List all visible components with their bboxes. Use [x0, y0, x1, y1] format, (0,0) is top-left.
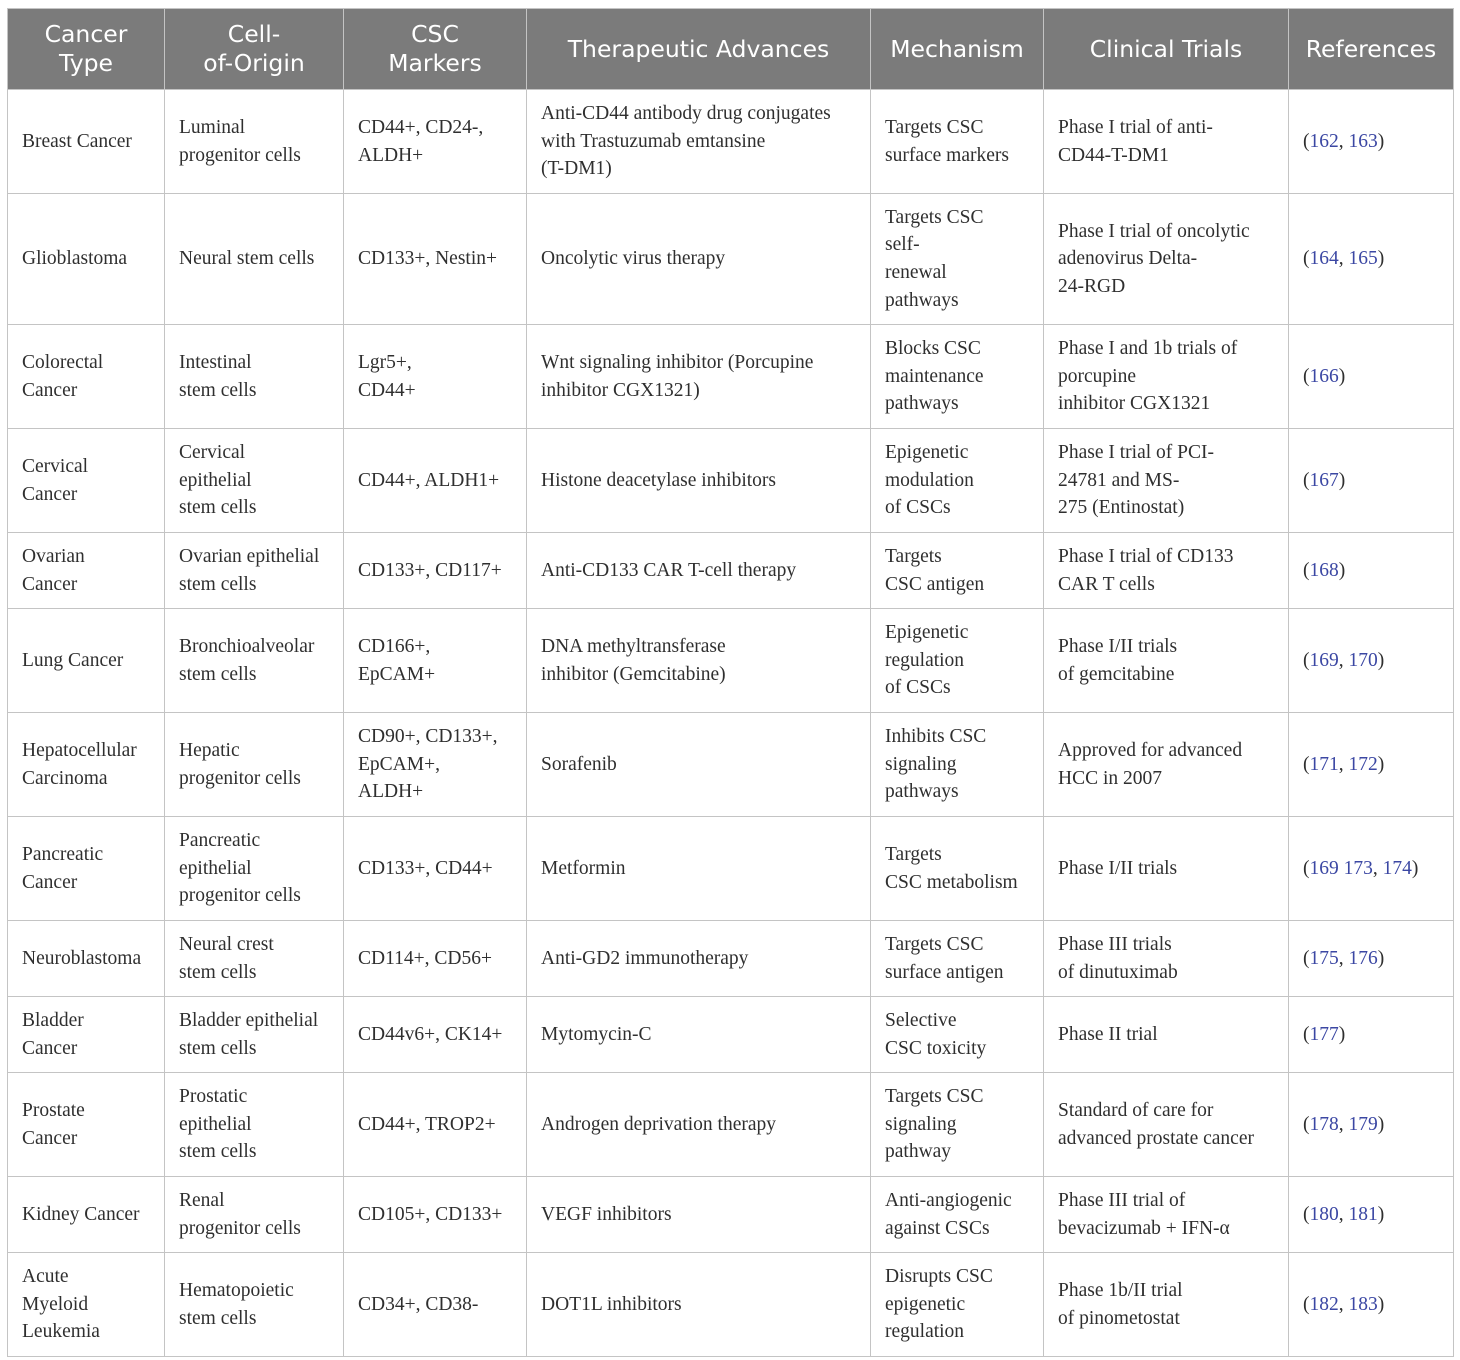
reference-separator: ,	[1338, 248, 1349, 270]
cell-of-origin-cell: Pancreatic epithelial progenitor cells	[165, 817, 344, 921]
references-cell: (182, 183)	[1289, 1253, 1454, 1357]
cell-of-origin-cell: Luminal progenitor cells	[165, 90, 344, 194]
reference-link[interactable]: 169	[1309, 649, 1339, 671]
clinical-trials-cell: Phase III trials of dinutuximab	[1044, 921, 1289, 997]
clinical-trials-cell: Phase I/II trials	[1044, 817, 1289, 921]
table-row	[8, 997, 1454, 1073]
reference-link[interactable]: 175	[1309, 947, 1339, 969]
table-row	[8, 817, 1454, 921]
reference-link[interactable]: 181	[1348, 1203, 1378, 1225]
cell-of-origin-cell: Neural crest stem cells	[165, 921, 344, 997]
mechanism-cell: Targets CSC antigen	[871, 533, 1044, 609]
mechanism-cell: Targets CSC surface antigen	[871, 921, 1044, 997]
table-row	[8, 429, 1454, 533]
mechanism-cell: Blocks CSC maintenance pathways	[871, 325, 1044, 429]
table-row	[8, 921, 1454, 997]
csc-markers-cell: CD133+, CD117+	[344, 533, 527, 609]
table-row	[8, 713, 1454, 817]
reference-separator: ,	[1338, 947, 1349, 969]
header-mechanism: Mechanism	[871, 9, 1044, 90]
cancer-type-cell: Breast Cancer	[8, 90, 165, 194]
cell-of-origin-cell: Ovarian epithelial stem cells	[165, 533, 344, 609]
therapeutic-advance-cell: Oncolytic virus therapy	[527, 194, 871, 325]
clinical-trials-cell: Phase I trial of anti- CD44-T-DM1	[1044, 90, 1289, 194]
cancer-type-cell: Bladder Cancer	[8, 997, 165, 1073]
reference-link[interactable]: 162	[1309, 130, 1339, 152]
header-therapeutic-advances: Therapeutic Advances	[527, 9, 871, 90]
header-cancer-type: Cancer Type	[8, 9, 165, 90]
references-cell: (169, 170)	[1289, 609, 1454, 713]
cell-of-origin-cell: Intestinal stem cells	[165, 325, 344, 429]
table-row	[8, 533, 1454, 609]
therapeutic-advance-cell: Sorafenib	[527, 713, 871, 817]
therapeutic-advance-cell: DNA methyltransferase inhibitor (Gemcitabine)	[527, 609, 871, 713]
clinical-trials-cell: Phase I/II trials of gemcitabine	[1044, 609, 1289, 713]
csc-markers-cell: CD133+, Nestin+	[344, 194, 527, 325]
table-row	[8, 1253, 1454, 1357]
cell-of-origin-cell: Prostatic epithelial stem cells	[165, 1073, 344, 1177]
cancer-type-cell: Neuroblastoma	[8, 921, 165, 997]
reference-separator: ,	[1338, 130, 1349, 152]
cancer-type-cell: Colorectal Cancer	[8, 325, 165, 429]
therapeutic-advance-cell: Metformin	[527, 817, 871, 921]
therapeutic-advance-cell: Histone deacetylase inhibitors	[527, 429, 871, 533]
cell-of-origin-cell: Hepatic progenitor cells	[165, 713, 344, 817]
reference-separator: ,	[1372, 857, 1383, 879]
references-cell: (167)	[1289, 429, 1454, 533]
cancer-type-cell: Glioblastoma	[8, 194, 165, 325]
reference-link[interactable]: 177	[1309, 1023, 1339, 1045]
cell-of-origin-cell: Renal progenitor cells	[165, 1177, 344, 1253]
reference-separator: ,	[1338, 753, 1349, 775]
reference-link[interactable]: 171	[1309, 753, 1339, 775]
cell-of-origin-cell: Neural stem cells	[165, 194, 344, 325]
clinical-trials-cell: Phase I trial of PCI- 24781 and MS- 275 (Entinostat)	[1044, 429, 1289, 533]
reference-link[interactable]: 164	[1309, 248, 1339, 270]
reference-link[interactable]: 180	[1309, 1203, 1339, 1225]
reference-link[interactable]: 178	[1309, 1113, 1339, 1135]
table-row	[8, 1073, 1454, 1177]
reference-link[interactable]: 165	[1348, 248, 1378, 270]
therapeutic-advance-cell: Mytomycin-C	[527, 997, 871, 1073]
clinical-trials-cell: Phase 1b/II trial of pinometostat	[1044, 1253, 1289, 1357]
cell-of-origin-cell: Bronchioalveolar stem cells	[165, 609, 344, 713]
therapeutic-advance-cell: Wnt signaling inhibitor (Porcupine inhibitor CGX1321)	[527, 325, 871, 429]
mechanism-cell: Targets CSC signaling pathway	[871, 1073, 1044, 1177]
mechanism-cell: Selective CSC toxicity	[871, 997, 1044, 1073]
header-clinical-trials: Clinical Trials	[1044, 9, 1289, 90]
csc-markers-cell: CD44+, ALDH1+	[344, 429, 527, 533]
references-cell: (180, 181)	[1289, 1177, 1454, 1253]
header-row	[8, 9, 1454, 90]
therapeutic-advance-cell: Androgen deprivation therapy	[527, 1073, 871, 1177]
references-cell: (169 173, 174)	[1289, 817, 1454, 921]
reference-link[interactable]: 183	[1348, 1293, 1378, 1315]
header-cell-of-origin: Cell- of-Origin	[165, 9, 344, 90]
clinical-trials-cell: Phase III trial of bevacizumab + IFN-α	[1044, 1177, 1289, 1253]
mechanism-cell: Anti-angiogenic against CSCs	[871, 1177, 1044, 1253]
table-row	[8, 1177, 1454, 1253]
reference-separator: ,	[1338, 649, 1349, 671]
therapeutic-advance-cell: Anti-GD2 immunotherapy	[527, 921, 871, 997]
reference-link[interactable]: 176	[1348, 947, 1378, 969]
references-cell: (162, 163)	[1289, 90, 1454, 194]
clinical-trials-cell: Standard of care for advanced prostate cancer	[1044, 1073, 1289, 1177]
references-cell: (178, 179)	[1289, 1073, 1454, 1177]
reference-separator: ,	[1338, 1203, 1349, 1225]
mechanism-cell: Inhibits CSC signaling pathways	[871, 713, 1044, 817]
reference-link[interactable]: 170	[1348, 649, 1378, 671]
mechanism-cell: Targets CSC self- renewal pathways	[871, 194, 1044, 325]
cancer-type-cell: Hepatocellular Carcinoma	[8, 713, 165, 817]
clinical-trials-cell: Phase II trial	[1044, 997, 1289, 1073]
reference-link[interactable]: 169 173	[1309, 857, 1373, 879]
table-row	[8, 609, 1454, 713]
csc-markers-cell: CD44+, TROP2+	[344, 1073, 527, 1177]
cancer-type-cell: Acute Myeloid Leukemia	[8, 1253, 165, 1357]
csc-markers-cell: CD133+, CD44+	[344, 817, 527, 921]
table-row	[8, 325, 1454, 429]
reference-separator: ,	[1338, 1113, 1349, 1135]
reference-link[interactable]: 163	[1348, 130, 1378, 152]
reference-link[interactable]: 179	[1348, 1113, 1378, 1135]
csc-markers-cell: CD44v6+, CK14+	[344, 997, 527, 1073]
reference-link[interactable]: 172	[1348, 753, 1378, 775]
csc-markers-cell: CD34+, CD38-	[344, 1253, 527, 1357]
clinical-trials-cell: Approved for advanced HCC in 2007	[1044, 713, 1289, 817]
reference-link[interactable]: 167	[1309, 469, 1339, 491]
references-cell: (175, 176)	[1289, 921, 1454, 997]
csc-markers-cell: CD90+, CD133+, EpCAM+, ALDH+	[344, 713, 527, 817]
references-cell: (177)	[1289, 997, 1454, 1073]
cancer-type-cell: Lung Cancer	[8, 609, 165, 713]
references-cell: (168)	[1289, 533, 1454, 609]
reference-separator: ,	[1338, 1293, 1349, 1315]
table-row	[8, 194, 1454, 325]
therapeutic-advance-cell: DOT1L inhibitors	[527, 1253, 871, 1357]
csc-markers-cell: CD44+, CD24-, ALDH+	[344, 90, 527, 194]
reference-link[interactable]: 174	[1382, 857, 1412, 879]
therapeutic-advance-cell: VEGF inhibitors	[527, 1177, 871, 1253]
clinical-trials-cell: Phase I trial of oncolytic adenovirus Delta- 24-RGD	[1044, 194, 1289, 325]
references-cell: (166)	[1289, 325, 1454, 429]
references-cell: (164, 165)	[1289, 194, 1454, 325]
clinical-trials-cell: Phase I trial of CD133 CAR T cells	[1044, 533, 1289, 609]
mechanism-cell: Targets CSC surface markers	[871, 90, 1044, 194]
csc-markers-cell: Lgr5+, CD44+	[344, 325, 527, 429]
cell-of-origin-cell: Bladder epithelial stem cells	[165, 997, 344, 1073]
csc-therapy-table	[7, 8, 1454, 1357]
mechanism-cell: Epigenetic modulation of CSCs	[871, 429, 1044, 533]
mechanism-cell: Disrupts CSC epigenetic regulation	[871, 1253, 1044, 1357]
table-body	[8, 90, 1454, 1357]
cancer-type-cell: Cervical Cancer	[8, 429, 165, 533]
mechanism-cell: Targets CSC metabolism	[871, 817, 1044, 921]
header-references: References	[1289, 9, 1454, 90]
table-row	[8, 90, 1454, 194]
reference-link[interactable]: 168	[1309, 559, 1339, 581]
reference-link[interactable]: 166	[1309, 365, 1339, 387]
therapeutic-advance-cell: Anti-CD133 CAR T-cell therapy	[527, 533, 871, 609]
mechanism-cell: Epigenetic regulation of CSCs	[871, 609, 1044, 713]
csc-markers-cell: CD114+, CD56+	[344, 921, 527, 997]
cancer-type-cell: Ovarian Cancer	[8, 533, 165, 609]
cancer-type-cell: Kidney Cancer	[8, 1177, 165, 1253]
csc-markers-cell: CD105+, CD133+	[344, 1177, 527, 1253]
csc-markers-cell: CD166+, EpCAM+	[344, 609, 527, 713]
cell-of-origin-cell: Cervical epithelial stem cells	[165, 429, 344, 533]
header-csc-markers: CSC Markers	[344, 9, 527, 90]
clinical-trials-cell: Phase I and 1b trials of porcupine inhibitor CGX1321	[1044, 325, 1289, 429]
references-cell: (171, 172)	[1289, 713, 1454, 817]
cancer-type-cell: Prostate Cancer	[8, 1073, 165, 1177]
therapeutic-advance-cell: Anti-CD44 antibody drug conjugates with Trastuzumab emtansine (T-DM1)	[527, 90, 871, 194]
cell-of-origin-cell: Hematopoietic stem cells	[165, 1253, 344, 1357]
reference-link[interactable]: 182	[1309, 1293, 1339, 1315]
cancer-type-cell: Pancreatic Cancer	[8, 817, 165, 921]
